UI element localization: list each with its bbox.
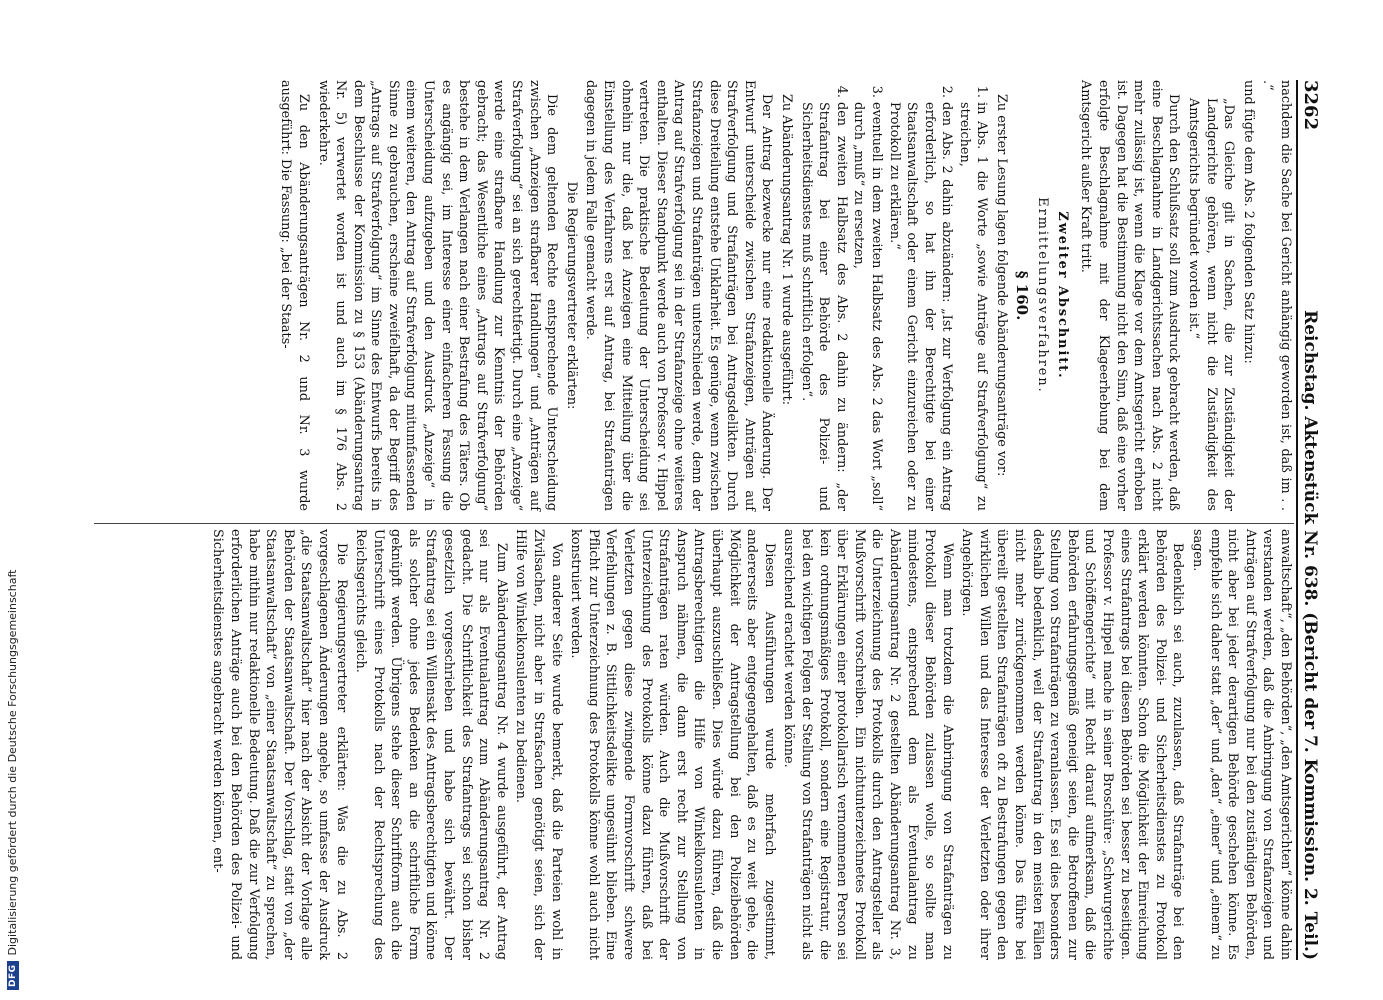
- paragraph: Zu erster Lesung lagen folgende Abänderungsanträge vor:: [994, 94, 1010, 477]
- section-number: § 160.: [1012, 270, 1031, 321]
- paragraph: Zum Abänderungsantrag Nr. 4 wurde ausgeführt, der Antrag sei nur als Eventualantrag zum Abänderungsantrag Nr. 2 gedacht. Die Schriftlichkeit des Strafantrags sei schon bisher gesetzlich vorgeschrieben und habe sich bewährt. Der Strafantrag sei ein Willensakt des Antragsberechtigten und könne als solcher ohne jedes Bedenken an die schriftliche Form geknüpft werden. Übrigens stehe dieser Schriftform auch die Unterschrift eines Protokolls nach der Rechtsprechung des Reichsgerichts gleich.: [353, 529, 509, 960]
- right-column: [94, 529, 1294, 960]
- credit-text: Digitalisierung gefördert durch die Deutsche Forschungsgemeinschaft: [6, 569, 19, 956]
- section-title: Zweiter Abschnitt.: [1054, 211, 1070, 380]
- list-item: 4. den zweiten Halbsatz des Abs. 2 dahin zu ändern: „der Strafantrag bei einer Behörde des Polizei- und Sicherheitsdienstes muß schriftlich erfolgen“.: [797, 102, 850, 511]
- paragraph: Bedenklich sei auch, zuzulassen, daß Strafanträge bei den Behörden des Polizei- und Sicherheitsdienstes zu Protokoll erklärt werden könnten. Schon die Möglichkeit der Einreichung eines Strafantrags bei diesen Behörden sei besser zu beseitigen. Professor v. Hippel mache in seiner Broschüre: „Schwurgerichte und Schöffengerichte“ mit Recht darauf aufmerksam, daß die Behörden erfahrungsgemäß geneigt seien, die Betroffenen zur Stellung von Strafanträgen zu veranlassen. Es sei dies besonders deshalb bedenklich, weil der Strafantrag in den meisten Fällen nicht mehr zurückgenommen werden könne. Das führe bei übereilt gestellten Strafanträgen oft zu Bestrafungen gegen den wirklichen Willen und das Interesse der Verletzten oder ihrer Angehörigen.: [959, 529, 1186, 960]
- left-column: [94, 80, 1294, 511]
- rotated-page-content: [80, 50, 1330, 970]
- list-item: 1. in Abs. 1 die Worte „sowie Anträge auf Strafverfolgung“ zu streichen,: [955, 102, 990, 511]
- text-columns: [94, 80, 1294, 960]
- paragraph: Zu Abänderungsantrag Nr. 1 wurde ausgeführt:: [778, 94, 794, 406]
- dfg-logo: DFG: [7, 961, 19, 990]
- quoted-text: „Das Gleiche gilt in Sachen, die zur Zuständigkeit der Landgerichte gehören, wenn nicht die Zuständigkeit des Amtsgerichts begründet worden ist.“: [1186, 98, 1237, 511]
- paragraph: Durch den Schlußsatz soll zum Ausdruck gebracht werden, daß eine Beschlagnahme in Landgerichtssachen nach Abs. 2 nicht mehr zulässig ist, wenn die Klage vor dem Amtsgericht erhoben ist. Dagegen hat die Bestimmung nicht den Sinn, daß eine vorher erfolgte Beschlagnahme mit der Klageerhebung bei dem Amtsgericht außer Kraft tritt.: [1078, 80, 1182, 511]
- paragraph: Von anderer Seite wurde bemerkt, daß die Parteien wohl in Zivilsachen, nicht aber in Strafsachen genötigt seien, sich der Hilfe von Winkelkonsulenten zu bedienen.: [513, 529, 564, 960]
- section-subtitle: Ermittelungsverfahren.: [1035, 197, 1051, 394]
- column-divider: [94, 523, 1294, 524]
- page-number: 3262: [1300, 80, 1321, 131]
- page-title: Reichstag. Aktenstück Nr. 638. (Bericht der 7. Kommission. 2. Teil.): [1300, 310, 1320, 960]
- paragraph: Der Antrag bezwecke nur eine redaktionelle Änderung. Der Entwurf unterscheide zwischen Strafanzeigen, Anträgen auf Strafverfolgung und Strafanträgen bei Antragsdelikten. Durch diese Dreiteilung entstehe Unklarheit. Es genüge, wenn zwischen Strafanzeigen und Strafanträgen unterschieden werde, denn der Antrag auf Strafverfolgung sei in der Strafanzeige ohne weiteres enthalten. Dieser Standpunkt werde auch von Professor v. Hippel vertreten. Die praktische Bedeutung der Unterscheidung sei ohnehin nur die, daß bei Anzeigen eine Mitteilung über die Einstellung des Verfahrens erst auf Antrag, bei Strafanträgen dagegen in jedem Falle gemacht werde.: [583, 80, 775, 511]
- paragraph: Die Regierungsvertreter erklärten:: [563, 181, 579, 410]
- paragraph: Die dem geltenden Rechte entsprechende Unterscheidung zwischen „Anzeigen strafbarer Handlungen“ und „Anträgen auf Strafverfolgung“ sei an sich gerechtfertigt. Durch eine „Anzeige“ werde eine strafbare Handlung zur Kenntnis der Behörden gebracht; das Wesentliche eines „Antrags auf Strafverfolgung“ bestehe in dem Verlangen nach einer Bestrafung des Täters. Ob es angängig sei, im Interesse einer einfacheren Fassung die Unterscheidung aufzugeben und den Ausdruck „Anzeige“ in einem weiteren, den Antrag auf Strafverfolgung mitumfassenden Sinne zu gebrauchen, erscheine zweifelhaft, da der Begriff des „Antrags auf Strafverfolgung“ im Sinne des Entwurfs bereits in dem Beschlusse der Kommission zu § 153 (Abänderungsantrag Nr. 5) verwertet worden ist und auch im § 176 Abs. 2 wiederkehre.: [315, 80, 560, 511]
- amendment-list: [797, 80, 991, 511]
- paragraph: und fügte dem Abs. 2 folgenden Satz hinzu:: [1240, 80, 1256, 364]
- page-header: [1296, 80, 1330, 960]
- paragraph: Zu den Abänderungsanträgen Nr. 2 und Nr. 3 wurde ausgeführt: Die Fassung: „bei der Staats-: [278, 80, 311, 511]
- paragraph: Diesen Ausführungen wurde mehrfach zugestimmt, andererseits aber entgegengehalten, daß es zu weit gehe, die Möglichkeit der Antragstellung bei den Polizeibehörden überhaupt auszuschließen. Dies würde dazu führen, daß die Antragsberechtigten die Hilfe von Winkelkonsulenten in Anspruch nähmen, die dann erst recht zur Stellung von Strafanträgen raten würden. Auch die Mußvorschrift der Unterzeichnung des Protokolls könne dazu führen, daß bei Verletzten gegen diese zwingende Formvorschrift schwere Verfehlungen z. B. Sittlichkeitsdelikte ungesühnt blieben. Eine Pflicht zur Unterzeichnung des Protokolls könne wohl auch nicht konstruiert werden.: [568, 529, 777, 960]
- list-item: 3. eventuell in dem zweiten Halbsatz des Abs. 2 das Wort „soll“ durch „muß“ zu ersetzen,: [850, 102, 885, 511]
- paragraph: nachdem die Sache bei Gericht anhängig geworden ist, daß im . . .“: [1260, 80, 1293, 511]
- digitization-credit: [6, 570, 19, 990]
- paragraph: Wenn man trotzdem die Anbringung von Strafanträgen zu Protokoll dieser Behörden zulassen wolle, so sollte man mindestens, entsprechend dem als Eventualantrag zu Abänderungsantrag Nr. 2 gestellten Abänderungsantrag Nr. 3, die Unterzeichnung des Protokolls durch den Antragsteller als Mußvorschrift vorschreiben. Ein nichtunterzeichnetes Protokoll über Erklärungen einer protokollarisch vernommenen Person sei kein ordnungsmäßiges Protokoll, sondern eine Registratur, die bei den wichtigen Folgen der Stellung von Strafanträgen nicht als ausreichend erachtet werden könne.: [781, 529, 955, 960]
- paragraph: Die Regierungsvertreter erklärten: Was die zu Abs. 2 vorgeschlagenen Änderungen angehe, so umfasse der Ausdruck „die Staatsanwaltschaft“ hier nach der Absicht der Vorlage alle Behörden der Staatsanwaltschaft. Der Vorschlag, statt von „der Staatsanwaltschaft“ von „einer Staatsanwaltschaft“ zu sprechen, habe mithin nur redaktionelle Bedeutung. Daß die zur Verfolgung erforderlichen Anträge auch bei den Behörden des Polizei- und Sicherheitsdienstes angebracht werden können, ent-: [210, 529, 349, 960]
- paragraph: anwaltschaft“, „den Behörden“, „den Amtsgerichten“ könne dahin verstanden werden, daß die Anbringung von Strafanzeigen und Anträgen auf Strafverfolgung nur bei den zuständigen Behörden, nicht aber bei jeder derartigen Behörde geschehen könne. Es empfehle sich daher statt „der“ und „den“ „einer“ und „einem“ zu sagen.: [1190, 529, 1293, 961]
- list-item: 2. den Abs. 2 dahin abzuändern: „Ist zur Verfolgung ein Antrag erforderlich, so hat ihn der Berechtigte bei einer Staatsanwaltschaft oder einem Gericht einzureichen oder zu Protokoll zu erklären.“: [885, 102, 955, 511]
